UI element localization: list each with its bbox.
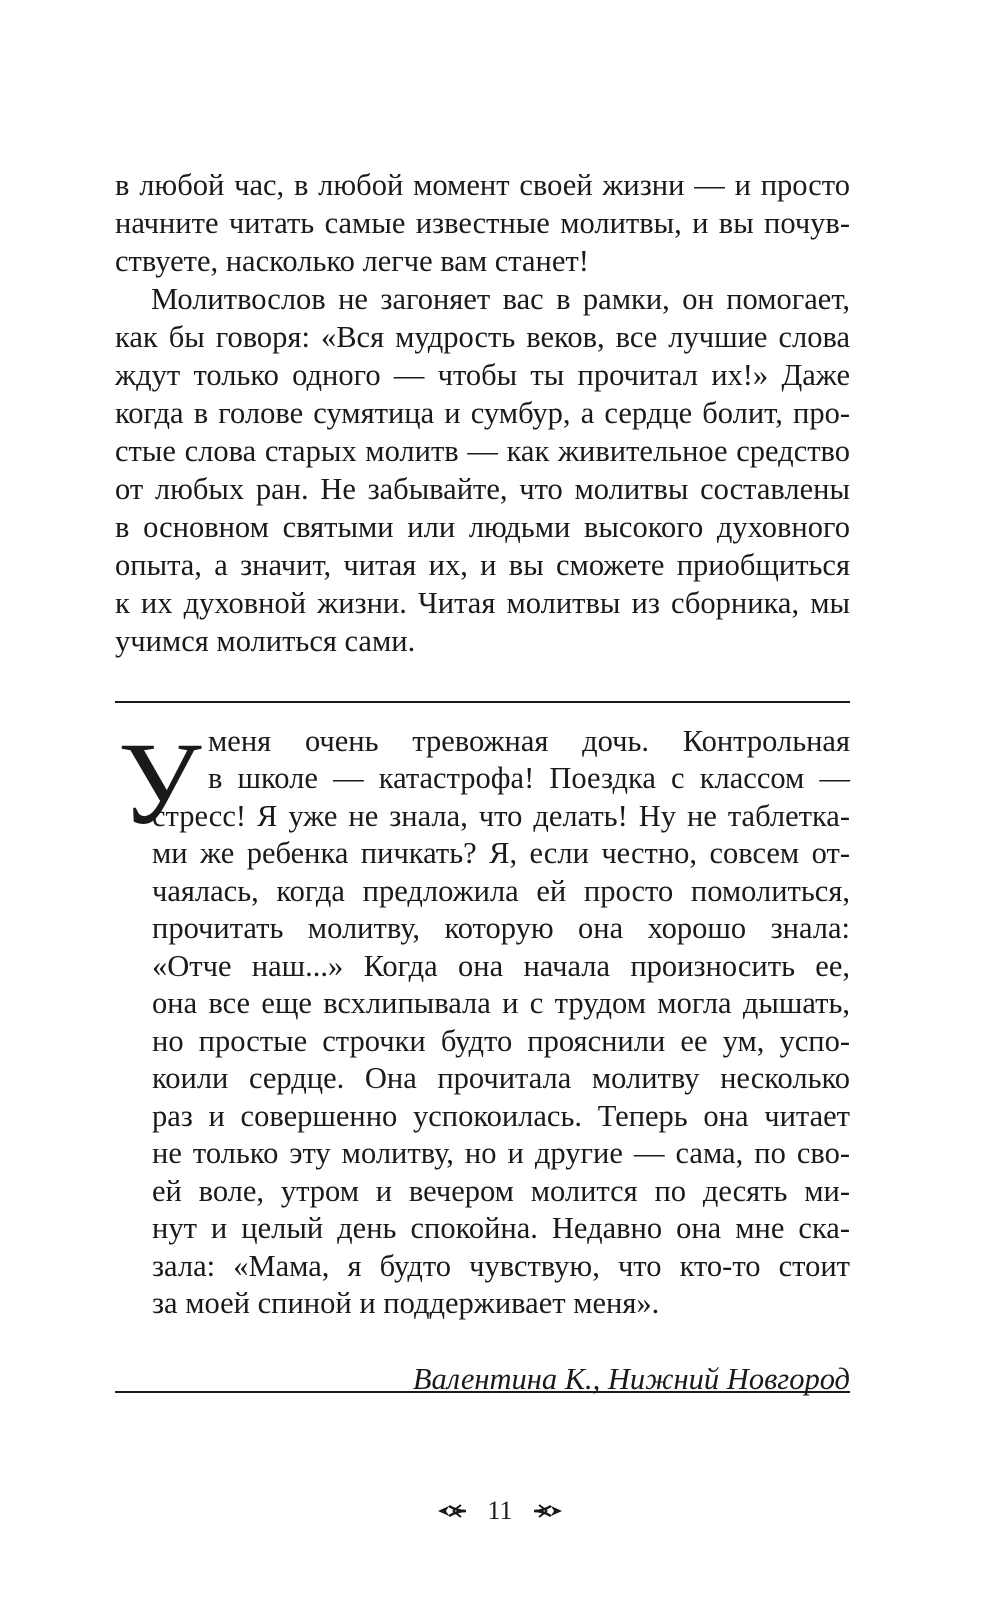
testimonial-line: раз и совершенно успокоилась. Теперь она читает: [152, 1099, 850, 1133]
testimonial-line: но простые строчки будто прояснили ее ум, успо-: [152, 1024, 850, 1058]
intro-line: ствуете, насколько легче вам станет!: [115, 244, 589, 278]
testimonial-line: зала: «Мама, я будто чувствую, что кто-то стоит: [152, 1249, 850, 1283]
testimonial-line: чаялась, когда предложила ей просто помолиться,: [152, 874, 850, 908]
testimonial-line: не только эту молитву, но и другие — сама, по сво-: [152, 1136, 850, 1170]
ornament-right-icon: [533, 1496, 563, 1526]
paragraph-line: к их духовной жизни. Читая молитвы из сборника, мы: [115, 586, 850, 620]
testimonial-line: ей воле, утром и вечером молится по десять ми-: [152, 1174, 850, 1208]
testimonial-bottom-rule: [115, 1391, 850, 1393]
testimonial-top-rule: [115, 701, 850, 703]
intro-line: начните читать самые известные молитвы, и вы почув-: [115, 206, 850, 240]
paragraph-line: опыта, а значит, читая их, и вы сможете приобщиться: [115, 548, 850, 582]
ornament-left-icon: [437, 1496, 467, 1526]
drop-cap: У: [118, 718, 202, 849]
testimonial-line: нут и целый день спокойна. Недавно она мне ска-: [152, 1211, 850, 1245]
testimonial-line: в школе — катастрофа! Поездка с классом —: [208, 761, 850, 795]
paragraph-line: Молитвослов не загоняет вас в рамки, он помогает,: [151, 282, 850, 316]
paragraph-line: как бы говоря: «Вся мудрость веков, все лучшие слова: [115, 320, 850, 354]
paragraph-line: стые слова старых молитв — как живительное средство: [115, 434, 850, 468]
testimonial-line: ми же ребенка пичкать? Я, если честно, совсем от-: [152, 836, 850, 870]
page-footer: [0, 1494, 1000, 1526]
paragraph-line: от любых ран. Не забывайте, что молитвы составлены: [115, 472, 850, 506]
testimonial-line: коили сердце. Она прочитала молитву несколько: [152, 1061, 850, 1095]
testimonial-line: стресс! Я уже не знала, что делать! Ну не таблетка-: [152, 799, 850, 833]
paragraph-line: ждут только одного — чтобы ты прочитал их!» Даже: [115, 358, 850, 392]
testimonial-line: за моей спиной и поддерживает меня».: [152, 1286, 660, 1320]
testimonial-line: меня очень тревожная дочь. Контрольная: [208, 724, 850, 758]
testimonial-line: прочитать молитву, которую она хорошо знала:: [152, 911, 850, 945]
testimonial-line: она все еще всхлипывала и с трудом могла дышать,: [152, 986, 850, 1020]
paragraph-line: когда в голове сумятица и сумбур, а сердце болит, про-: [115, 396, 850, 430]
page-number: 11: [487, 1496, 513, 1526]
testimonial-line: «Отче наш...» Когда она начала произносить ее,: [152, 949, 850, 983]
intro-line: в любой час, в любой момент своей жизни — и просто: [115, 168, 850, 202]
paragraph-line: учимся молиться сами.: [115, 624, 416, 658]
paragraph-line: в основном святыми или людьми высокого духовного: [115, 510, 850, 544]
testimonial-signature: Валентина К., Нижний Новгород: [412, 1362, 850, 1396]
